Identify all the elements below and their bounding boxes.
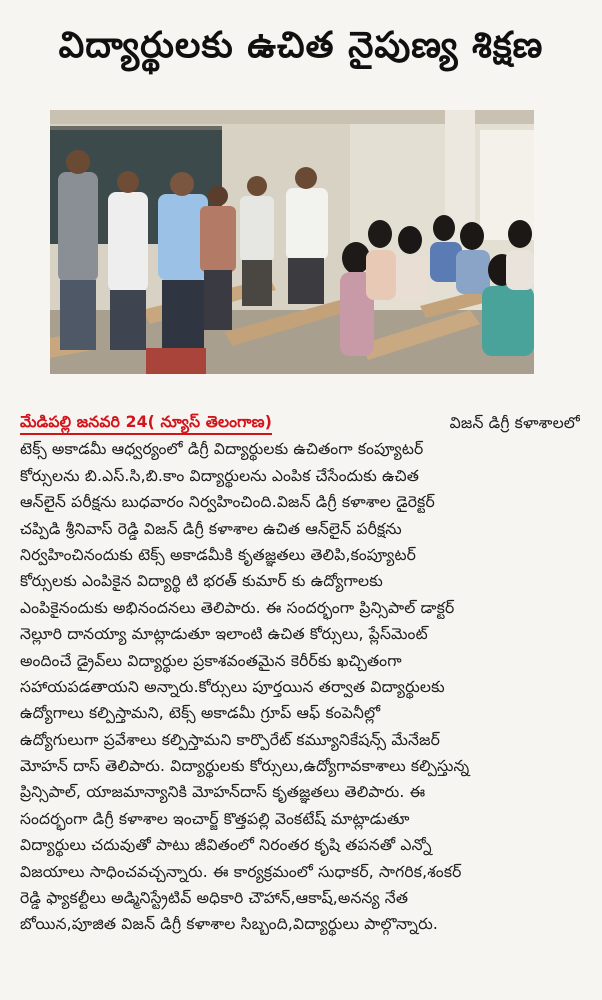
article-line: విద్యార్థులు చదువుతో పాటు జీవితంలో నిరంతర కృషి తపనతో ఎన్నో <box>20 836 432 855</box>
article-line: ఆన్‌లైన్ పరీక్షను బుధవారం నిర్వహించింది.విజన్ డిగ్రీ కళాశాల డైరెక్టర్ <box>20 493 435 512</box>
article-line: కోర్సులకు ఎంపికైన విద్యార్థి టి భరత్ కుమార్ కు ఉద్యోగాలకు <box>20 572 383 591</box>
article-line: సహాయపడతాయని అన్నారు.కోర్సులు పూర్తయిన తర్వాత విద్యార్థులకు <box>20 677 445 696</box>
article-line: ప్రిన్సిపాల్, యాజమాన్యానికి మోహన్‌దాస్ కృతజ్ఞతలు తెలిపారు. ఈ <box>20 783 426 802</box>
article-line: ఉద్యోగులుగా ప్రవేశాలు కల్పిస్తామని కార్పొరేట్ కమ్యూనికేషన్స్ మేనేజర్ <box>20 730 441 749</box>
article-line: ఎంపికైనందుకు అభినందనలు తెలిపారు. ఈ సందర్భంగా ప్రిన్సిపాల్ డాక్టర్ <box>20 598 455 617</box>
article-body <box>20 410 580 938</box>
article-line: నెల్లూరి దానయ్యా మాట్లాడుతూ ఇలాంటి ఉచిత కోర్సులు, ప్లేస్‌మెంట్ <box>20 625 428 644</box>
article-line: రెడ్డి ఫ్యాకల్టీలు అడ్మినిస్ట్రేటివ్ అధికారి చౌహాన్,ఆకాష్,అనన్య నేత <box>20 889 409 908</box>
article-line: కోర్సులను బి.ఎస్.సి,బి.కాం విద్యార్థులను ఎంపిక చేసేందుకు ఉచిత <box>20 466 419 485</box>
article-line: నిర్వహించినందుకు టెక్స్ అకాడమీకి కృతజ్ఞతలు తెలిపి,కంప్యూటర్ <box>20 545 417 564</box>
article-line: చప్పిడి శ్రీనివాస్ రెడ్డి విజన్ డిగ్రీ కళాశాల ఉచిత ఆన్‌లైన్ పరీక్షను <box>20 519 402 538</box>
article-line: అందించే డ్రైవ్‌లు విద్యార్థుల ప్రకాశవంతమైన కెరీర్‌కు ఖచ్చితంగా <box>20 651 402 670</box>
article-line: టెక్స్ అకాడమీ ఆధ్వర్యంలో డిగ్రీ విద్యార్థులకు ఉచితంగా కంప్యూటర్ <box>20 440 424 459</box>
article-line: మోహన్ దాస్ తెలిపారు. విద్యార్థులకు కోర్సులు,ఉద్యోగావకాశాలు కల్పిస్తున్న <box>20 757 470 776</box>
article-line: విజయాలు సాధించవచ్చన్నారు. ఈ కార్యక్రమంలో సుధాకర్, సాగరిక,శంకర్ <box>20 862 462 881</box>
article-first-line <box>20 410 580 436</box>
headline: విద్యార్థులకు ఉచిత నైపుణ్య శిక్షణ <box>58 25 544 66</box>
news-photo <box>50 110 534 374</box>
dateline: మేడిపల్లి జనవరి 24( న్యూస్ తెలంగాణ) <box>20 411 272 435</box>
article-line: ఉద్యోగాలు కల్పిస్తామని, టెక్స్ అకాడమీ గ్రూప్ ఆఫ్ కంపెనీల్లో <box>20 704 381 723</box>
article-line: సందర్భంగా డిగ్రీ కళాశాల ఇంచార్జ్ కొత్తపల్లి వెంకటేష్ మాట్లాడుతూ <box>20 809 410 828</box>
article-line: విజన్ డిగ్రీ కళాశాలలో <box>449 414 580 432</box>
article-line: బోయిన,పూజిత విజన్ డిగ్రీ కళాశాల సిబ్బంది,విద్యార్థులు పాల్గొన్నారు. <box>20 915 439 934</box>
